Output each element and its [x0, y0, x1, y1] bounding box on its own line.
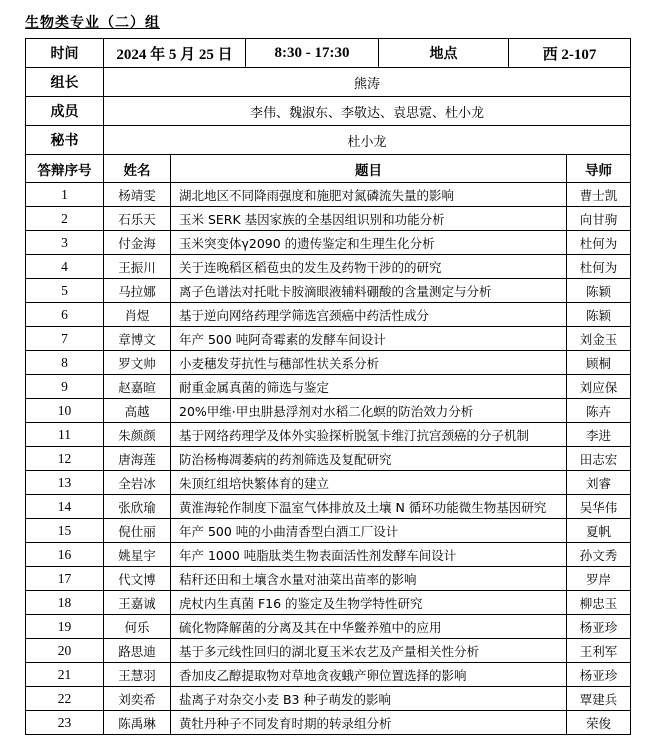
advisor-cell: 陈卉 — [567, 399, 631, 423]
advisor-cell: 刘睿 — [567, 471, 631, 495]
student-name-cell: 倪仕丽 — [104, 519, 171, 543]
secretary-label: 秘书 — [26, 126, 104, 155]
student-name-cell: 罗文帅 — [104, 351, 171, 375]
thesis-title-cell: 朱顶红组培快繁体育的建立 — [171, 471, 567, 495]
seq-cell: 17 — [26, 567, 104, 591]
advisor-cell: 王利军 — [567, 639, 631, 663]
thesis-title-cell: 硫化物降解菌的分离及其在中华鳖养殖中的应用 — [171, 615, 567, 639]
table-row — [26, 351, 631, 375]
advisor-cell: 陈颖 — [567, 279, 631, 303]
student-name-cell: 何乐 — [104, 615, 171, 639]
seq-cell: 22 — [26, 687, 104, 711]
table-row — [26, 471, 631, 495]
advisor-cell: 孙文秀 — [567, 543, 631, 567]
advisor-cell: 吴华伟 — [567, 495, 631, 519]
leader-value: 熊涛 — [104, 68, 631, 97]
thesis-title-cell: 小麦穗发芽抗性与穗部性状关系分析 — [171, 351, 567, 375]
student-name-cell: 杨靖雯 — [104, 183, 171, 207]
advisor-cell: 柳忠玉 — [567, 591, 631, 615]
seq-cell: 4 — [26, 255, 104, 279]
thesis-title-cell: 玉米 SERK 基因家族的全基因组识别和功能分析 — [171, 207, 567, 231]
seq-cell: 16 — [26, 543, 104, 567]
student-name-cell: 全岩冰 — [104, 471, 171, 495]
thesis-title-cell: 虎杖内生真菌 F16 的鉴定及生物学特性研究 — [171, 591, 567, 615]
table-row — [26, 543, 631, 567]
advisor-cell: 田志宏 — [567, 447, 631, 471]
table-row — [26, 183, 631, 207]
page-title: 生物类专业（二）组 — [25, 15, 160, 31]
table-row — [26, 231, 631, 255]
seq-cell: 12 — [26, 447, 104, 471]
header-title: 题目 — [171, 155, 567, 183]
thesis-title-cell: 黄淮海轮作制度下温室气体排放及土壤 N 循环功能微生物基因研究 — [171, 495, 567, 519]
advisor-cell: 李进 — [567, 423, 631, 447]
header-name: 姓名 — [104, 155, 171, 183]
location-label: 地点 — [379, 39, 509, 68]
info-row-secretary — [26, 126, 631, 155]
thesis-title-cell: 耐重金属真菌的筛选与鉴定 — [171, 375, 567, 399]
info-row-leader — [26, 68, 631, 97]
members-value: 李伟、魏淑东、李敬达、袁思霓、杜小龙 — [104, 97, 631, 126]
student-name-cell: 陈禹琳 — [104, 711, 171, 735]
advisor-cell: 刘应保 — [567, 375, 631, 399]
seq-cell: 21 — [26, 663, 104, 687]
advisor-cell: 曹士凯 — [567, 183, 631, 207]
table-row — [26, 495, 631, 519]
student-name-cell: 石乐天 — [104, 207, 171, 231]
student-name-cell: 章博文 — [104, 327, 171, 351]
advisor-cell: 向甘驹 — [567, 207, 631, 231]
thesis-title-cell: 年产 1000 吨脂肽类生物表面活性剂发酵车间设计 — [171, 543, 567, 567]
session-info-table — [25, 38, 631, 155]
advisor-cell: 刘金玉 — [567, 327, 631, 351]
defense-schedule-table — [25, 154, 631, 735]
seq-cell: 13 — [26, 471, 104, 495]
thesis-title-cell: 20%甲维·甲虫肼悬浮剂对水稻二化螟的防治效力分析 — [171, 399, 567, 423]
advisor-cell: 陈颖 — [567, 303, 631, 327]
table-row — [26, 399, 631, 423]
seq-cell: 3 — [26, 231, 104, 255]
seq-cell: 7 — [26, 327, 104, 351]
leader-label: 组长 — [26, 68, 104, 97]
table-row — [26, 327, 631, 351]
table-row — [26, 303, 631, 327]
seq-cell: 19 — [26, 615, 104, 639]
advisor-cell: 顾桐 — [567, 351, 631, 375]
advisor-cell: 杜何为 — [567, 255, 631, 279]
seq-cell: 23 — [26, 711, 104, 735]
session-date: 2024 年 5 月 25 日 — [104, 39, 246, 68]
seq-cell: 11 — [26, 423, 104, 447]
table-row — [26, 615, 631, 639]
table-row — [26, 447, 631, 471]
student-name-cell: 王振川 — [104, 255, 171, 279]
thesis-title-cell: 防治杨梅凋萎病的药剂筛选及复配研究 — [171, 447, 567, 471]
advisor-cell: 杜何为 — [567, 231, 631, 255]
table-row — [26, 279, 631, 303]
table-row — [26, 663, 631, 687]
seq-cell: 6 — [26, 303, 104, 327]
seq-cell: 10 — [26, 399, 104, 423]
student-name-cell: 王嘉诚 — [104, 591, 171, 615]
student-name-cell: 张欣瑜 — [104, 495, 171, 519]
advisor-cell: 杨亚珍 — [567, 615, 631, 639]
table-row — [26, 423, 631, 447]
student-name-cell: 唐海莲 — [104, 447, 171, 471]
advisor-cell: 荣俊 — [567, 711, 631, 735]
advisor-cell: 夏帆 — [567, 519, 631, 543]
student-name-cell: 肖煜 — [104, 303, 171, 327]
thesis-title-cell: 玉米突变体γ2090 的遗传鉴定和生理生化分析 — [171, 231, 567, 255]
thesis-title-cell: 关于连晚稻区稻苞虫的发生及药物干涉的的研究 — [171, 255, 567, 279]
student-name-cell: 代文博 — [104, 567, 171, 591]
session-time-range: 8:30 - 17:30 — [246, 39, 379, 68]
header-seq: 答辩序号 — [26, 155, 104, 183]
thesis-title-cell: 盐离子对杂交小麦 B3 种子萌发的影响 — [171, 687, 567, 711]
secretary-value: 杜小龙 — [104, 126, 631, 155]
seq-cell: 15 — [26, 519, 104, 543]
student-name-cell: 赵嘉暄 — [104, 375, 171, 399]
student-name-cell: 朱颜颜 — [104, 423, 171, 447]
table-header-row — [26, 155, 631, 183]
student-name-cell: 路思迪 — [104, 639, 171, 663]
seq-cell: 20 — [26, 639, 104, 663]
info-row-members — [26, 97, 631, 126]
table-row — [26, 639, 631, 663]
student-name-cell: 马拉娜 — [104, 279, 171, 303]
seq-cell: 2 — [26, 207, 104, 231]
seq-cell: 5 — [26, 279, 104, 303]
session-location: 西 2-107 — [509, 39, 631, 68]
info-row-time — [26, 39, 631, 68]
table-row — [26, 591, 631, 615]
seq-cell: 18 — [26, 591, 104, 615]
thesis-title-cell: 秸秆还田和土壤含水量对油菜出苗率的影响 — [171, 567, 567, 591]
thesis-title-cell: 香加皮乙醇提取物对草地贪夜蛾产卵位置选择的影响 — [171, 663, 567, 687]
student-name-cell: 高越 — [104, 399, 171, 423]
table-row — [26, 375, 631, 399]
advisor-cell: 覃建兵 — [567, 687, 631, 711]
time-label: 时间 — [26, 39, 104, 68]
table-row — [26, 207, 631, 231]
thesis-title-cell: 基于多元线性回归的湖北夏玉米农艺及产量相关性分析 — [171, 639, 567, 663]
thesis-title-cell: 基于网络药理学及体外实验探析脱氢卡维汀抗宫颈癌的分子机制 — [171, 423, 567, 447]
thesis-title-cell: 黄牡丹种子不同发育时期的转录组分析 — [171, 711, 567, 735]
seq-cell: 9 — [26, 375, 104, 399]
student-name-cell: 姚星宇 — [104, 543, 171, 567]
seq-cell: 1 — [26, 183, 104, 207]
student-name-cell: 王慧羽 — [104, 663, 171, 687]
seq-cell: 8 — [26, 351, 104, 375]
members-label: 成员 — [26, 97, 104, 126]
student-name-cell: 付金海 — [104, 231, 171, 255]
table-row — [26, 687, 631, 711]
table-row — [26, 711, 631, 735]
thesis-title-cell: 年产 500 吨的小曲清香型白酒工厂设计 — [171, 519, 567, 543]
thesis-title-cell: 湖北地区不同降雨强度和施肥对氮磷流失量的影响 — [171, 183, 567, 207]
thesis-title-cell: 年产 500 吨阿奇霉素的发酵车间设计 — [171, 327, 567, 351]
student-name-cell: 刘奕希 — [104, 687, 171, 711]
advisor-cell: 杨亚珍 — [567, 663, 631, 687]
thesis-title-cell: 基于逆向网络药理学筛选宫颈癌中药活性成分 — [171, 303, 567, 327]
table-row — [26, 255, 631, 279]
table-row — [26, 519, 631, 543]
seq-cell: 14 — [26, 495, 104, 519]
table-body — [26, 183, 631, 735]
thesis-title-cell: 离子色谱法对托吡卡胺滴眼液辅料硼酸的含量测定与分析 — [171, 279, 567, 303]
header-advisor: 导师 — [567, 155, 631, 183]
advisor-cell: 罗岸 — [567, 567, 631, 591]
table-row — [26, 567, 631, 591]
